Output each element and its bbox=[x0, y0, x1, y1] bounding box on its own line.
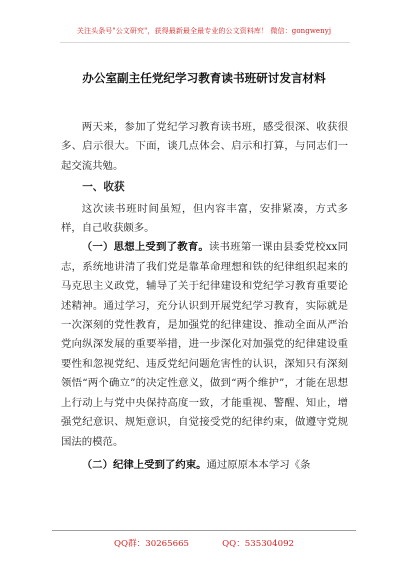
item-two-lead: （二）纪律上受到了约束。 bbox=[81, 458, 207, 471]
footer-bar bbox=[0, 531, 408, 549]
item-one-lead: （一）思想上受到了教育。 bbox=[81, 241, 210, 254]
document-title: 办公室副主任党纪学习教育读书班研讨发言材料 bbox=[82, 71, 326, 85]
header-banner: 关注头条号"公文研究"，获得最新最全最专业的公文资料库！ 微信：gongwenyj bbox=[76, 27, 332, 35]
section-heading-harvest: 一、收获 bbox=[82, 181, 125, 194]
footer-qq-number: QQ：535304092 bbox=[222, 539, 295, 549]
item-one-text: 读书班第一课由县委党校xx同志，系统地讲清了我们党是靠革命理想和铁的纪律组织起来的马克思主义政党，辅导了关于纪律建设和党纪学习教育重要论述精神。通过学习，充分认识到开展党纪学习教育，实际就是一次深刻的党性教育，是加强党的纪律建设、推动全面从严治党向纵深发展的重要举措，进一步深化对加强党的纪律建设重要性和忽视党纪、违反党纪问题危害性的认识，深知只有深刻领悟“两个确立”的决定性意义，做到“两个维护”，才能在思想上行动上与党中央保持高度一致，才能重视、警醒、知止，增强党纪意识、规矩意识，自觉接受党的纪律约束，做遵守党规国法的模范。 bbox=[61, 241, 349, 448]
intro-paragraph: 两天来，参加了党纪学习教育读书班，感受很深、收获很多、启示很大。下面，谈几点体会、启示和打算，与同志们一起交流共勉。 bbox=[61, 121, 348, 172]
document-body bbox=[61, 118, 348, 475]
section-intro-paragraph: 这次读书班时间虽短，但内容丰富，安排紧凑，方式多样，自己收获颇多。 bbox=[61, 202, 348, 235]
item-one-paragraph bbox=[61, 238, 348, 451]
item-two-text: 通过原原本本学习《条 bbox=[206, 458, 311, 471]
header-divider bbox=[60, 42, 350, 43]
footer-qq-group: QQ群：30265665 bbox=[113, 539, 190, 549]
item-two-paragraph bbox=[61, 456, 348, 475]
